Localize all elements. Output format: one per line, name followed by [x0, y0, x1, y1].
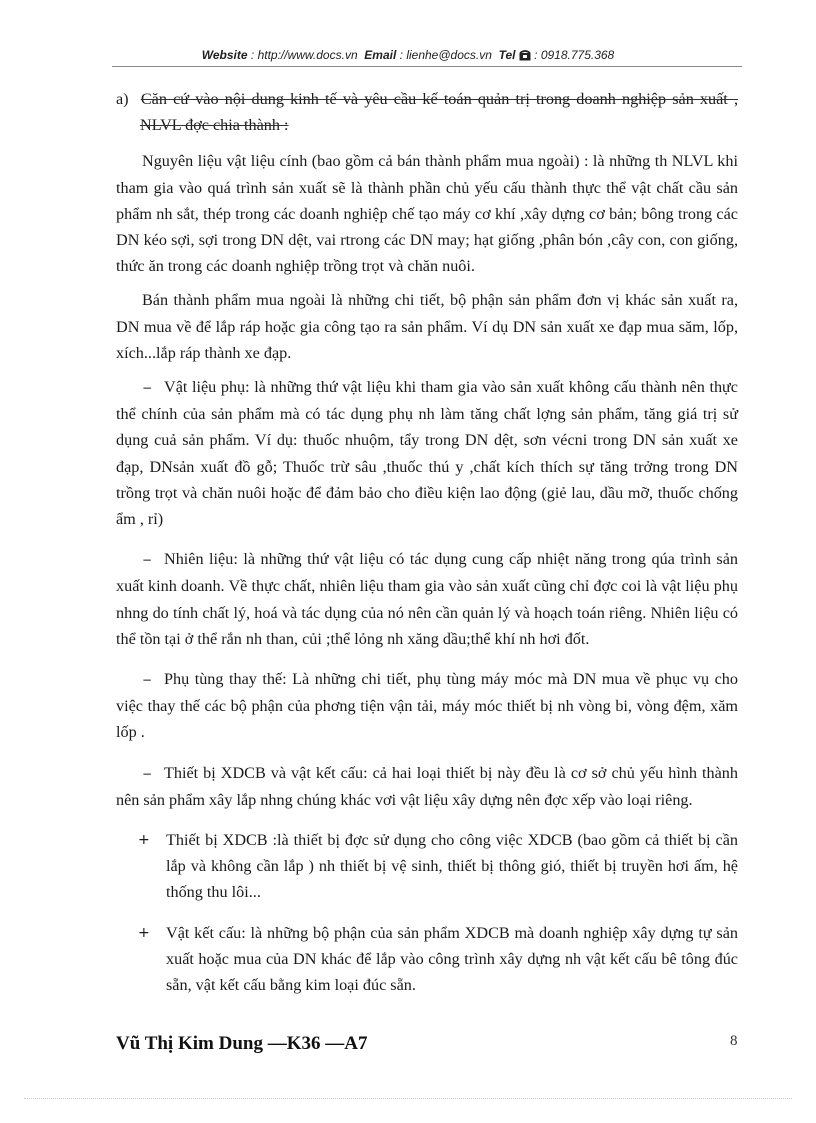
- list-item-spare-parts: [116, 666, 738, 746]
- sub-item-xdcb-equipment: [116, 827, 738, 906]
- dash-bullet: −: [142, 766, 153, 781]
- page-number: 8: [730, 1033, 738, 1049]
- dash-bullet: −: [142, 673, 153, 688]
- list-item-text: Thiết bị XDCB và vật kết cấu: cả hai loại thiết bị này đều là cơ sở chủ yếu hình thành nên sản phẩm xây lắp nhng chúng khác vơi vật liệu xây dựng nên đợc xếp vào loại riêng.: [116, 763, 738, 809]
- tel-label: Tel: [498, 48, 516, 62]
- list-item-text: Vật liệu phụ: là những thứ vật liệu khi tham gia vào sản xuất không cấu thành nên thực thể chính của sản phẩm mà có tác dụng phụ nh làm tăng chất lợng sản phẩm, tăng giá trị sử dụng cuả sản phẩm. Ví dụ: thuốc nhuộm, tẩy trong DN dệt, sơn vécni trong DN sản xuất xe đạp, DNsản xuất đồ gỗ; Thuốc trừ sâu ,thuốc thú y ,chất kích thích sự tăng trởng trong DN trồng trọt và chăn nuôi hoặc để đảm bảo cho điều kiện lao động (giẻ lau, dầu mỡ, thuốc chống ẩm , rỉ): [116, 378, 738, 529]
- section-heading: [116, 86, 738, 138]
- page-bottom-divider: [24, 1098, 792, 1099]
- sub-item-text: Thiết bị XDCB :là thiết bị đợc sử dụng cho công việc XDCB (bao gồm cả thiết bị cần lắp và không cần lắp ) nh thiết bị vệ sinh, thiết bị thông gió, thiết bị truyền hơi ấm, hệ thống thu lôi...: [166, 831, 738, 902]
- email-label: Email: [364, 48, 397, 62]
- plus-bullet: +: [138, 832, 150, 849]
- header-divider: [112, 66, 742, 67]
- paragraph-main-materials: Nguyên liệu vật liệu cính (bao gồm cả bán thành phẩm mua ngoài) : là những th NLVL khi tham gia vào quá trình sản xuất sẽ là thành phần chủ yếu cấu thành thực thể vật chất cầu sản phẩm nh sắt, thép trong các doanh nghiệp chế tạo máy cơ khí ,xây dựng cơ bản; bông trong các DN kéo sợi, sợi trong DN dệt, vai rtrong các DN may; hạt giống ,phân bón ,cây con, con giống, thức ăn trong các doanh nghiệp trồng trọt và chăn nuôi.: [116, 152, 738, 276]
- email-value: : lienhe@docs.vn: [399, 48, 492, 62]
- dash-bullet: −: [142, 381, 153, 396]
- plus-bullet: +: [138, 924, 150, 941]
- list-item-text: Phụ tùng thay thế: Là những chi tiết, phụ tùng máy móc mà DN mua về phục vụ cho việc thay thế các bộ phận của phơng tiện vận tải, máy móc thiết bị nh vòng bi, vòng đệm, xăm lốp .: [116, 670, 738, 742]
- page-header: [0, 48, 816, 64]
- heading-marker: a): [116, 90, 129, 108]
- sub-item-text: Vật kết cấu: là những bộ phận của sản phẩm XDCB mà doanh nghiệp xây dựng tự sản xuất hoặc mua của DN khác để lắp vào công trình xây dựng nh vật kết cấu bê tông đúc sẵn, vật kết cấu bằng kim loại đúc sẵn.: [166, 923, 738, 995]
- website-value: : http://www.docs.vn: [250, 48, 358, 62]
- sub-item-structural-components: [116, 920, 738, 999]
- list-item-auxiliary-materials: [116, 374, 738, 532]
- document-body: [116, 86, 738, 1006]
- list-item-construction-equipment: [116, 760, 738, 813]
- website-label: Website: [201, 48, 248, 62]
- list-item-fuel: [116, 546, 738, 652]
- paragraph-semi-finished: Bán thành phẩm mua ngoài là những chi tiết, bộ phận sản phẩm đơn vị khác sản xuất ra, DN mua về để lắp ráp hoặc gia công tạo ra sản phẩm. Ví dụ DN sản xuất xe đạp mua săm, lốp, xích...lắp ráp thành xe đạp.: [116, 291, 738, 362]
- dash-bullet: −: [142, 553, 153, 568]
- heading-text: Căn cứ vào nội dung kinh tế và yêu cầu kế toán quản trị trong doanh nghiệp sản xuất , NLVL đợc chia thành :: [140, 90, 738, 135]
- footer-author: Vũ Thị Kim Dung —K36 —A7: [116, 1033, 368, 1054]
- phone-icon: [519, 50, 531, 64]
- tel-value: : 0918.775.368: [534, 48, 615, 62]
- list-item-text: Nhiên liệu: là những thứ vật liệu có tác dụng cung cấp nhiệt năng trong qúa trình sản xuất kinh doanh. Về thực chất, nhiên liệu tham gia vào sản xuất cũng chỉ đợc coi là vật liệu phụ nhng do tính chất lý, hoá và tác dụng của nó nên cần quản lý và hoạch toán riêng. Nhiên liệu có thể tồn tại ở thể rắn nh than, củi ;thể lỏng nh xăng dầu;thể khí nh hơi đốt.: [116, 550, 738, 648]
